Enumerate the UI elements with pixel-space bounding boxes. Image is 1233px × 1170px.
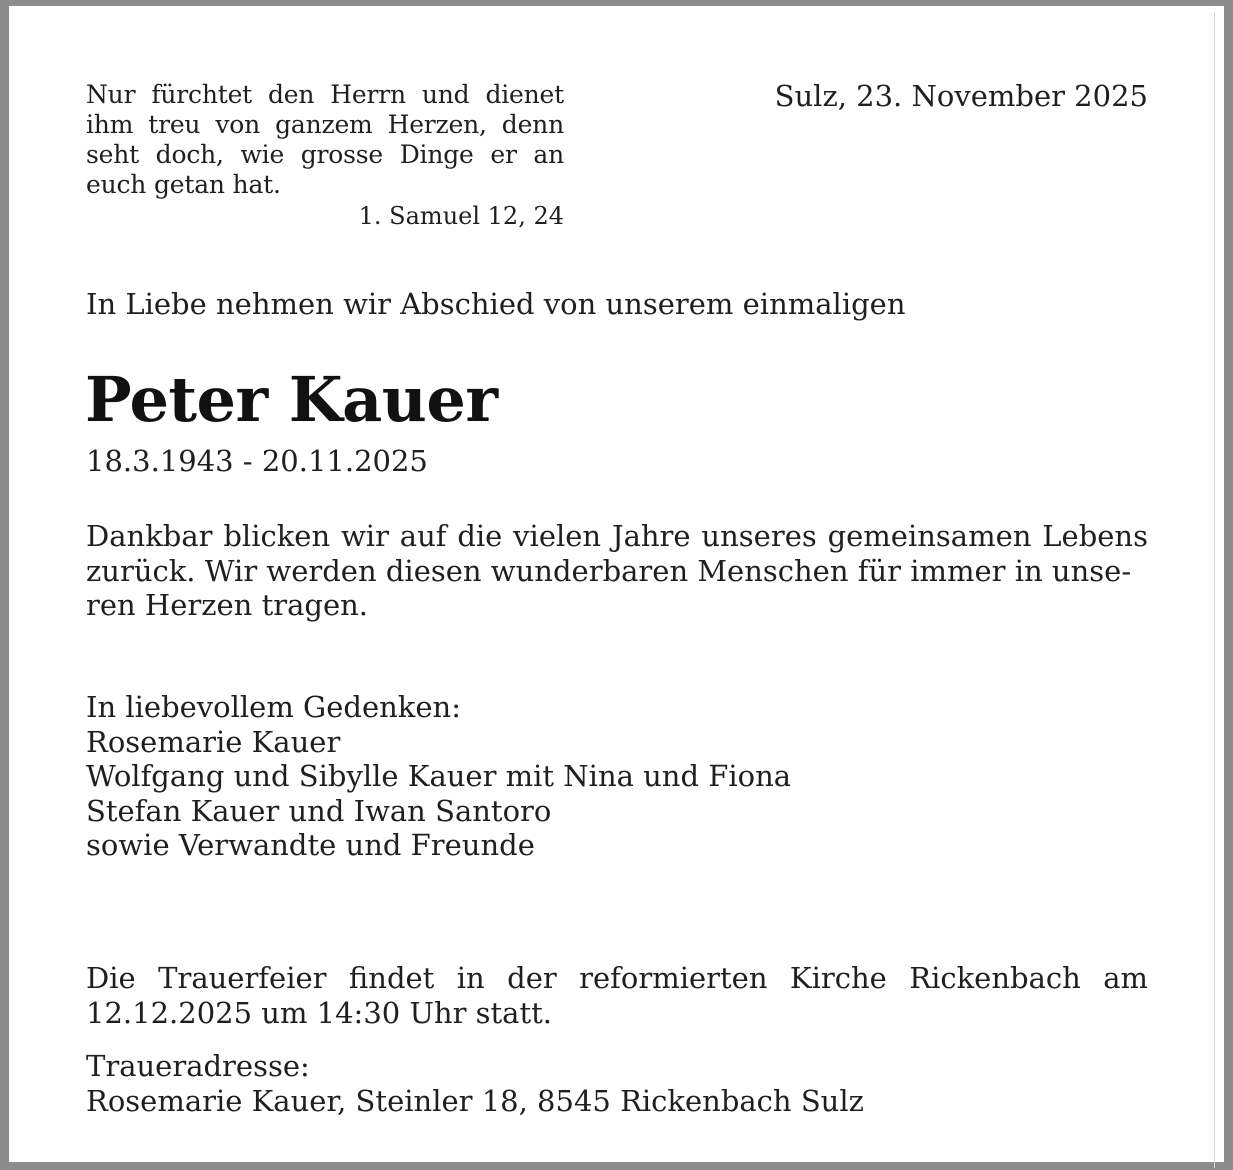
gratitude-text-line-1: Dankbar blicken wir auf die vielen Jahre unseres gemeinsamen Lebens zurück. Wir werden diesen wunderbaren Menschen für immer in unse- xyxy=(86,519,1148,588)
mourner-name: Wolfgang und Sibylle Kauer mit Nina und Fiona xyxy=(86,759,792,793)
mourners-heading: In liebevollem Gedenken: xyxy=(86,690,461,724)
deceased-name: Peter Kauer xyxy=(85,363,498,436)
mourners-block xyxy=(86,690,1148,863)
address-label: Traueradresse: xyxy=(86,1049,310,1083)
mourner-name: sowie Verwandte und Freunde xyxy=(86,828,535,862)
gratitude-text xyxy=(86,519,1148,623)
bible-verse: Nur fürchtet den Herrn und dienet ihm treu von ganzem Herzen, denn seht doch, wie grosse Dinge er an euch getan hat. xyxy=(86,80,564,199)
mourning-address xyxy=(86,1049,1148,1118)
intro-text: In Liebe nehmen wir Abschied von unserem einmaligen xyxy=(86,287,906,321)
mourner-name: Stefan Kauer und Iwan Santoro xyxy=(86,793,552,828)
address-value: Rosemarie Kauer, Steinler 18, 8545 Rickenbach Sulz xyxy=(86,1083,864,1118)
life-dates: 18.3.1943 - 20.11.2025 xyxy=(86,444,428,478)
gratitude-text-line-2: ren Herzen tragen. xyxy=(86,588,368,622)
ceremony-info: Die Trauerfeier findet in der reformierten Kirche Rickenbach am 12.12.2025 um 14:30 Uhr statt. xyxy=(86,961,1148,1030)
page-edge-rule xyxy=(1214,12,1215,1168)
mourner-name: Rosemarie Kauer xyxy=(86,724,341,759)
bible-verse-reference: 1. Samuel 12, 24 xyxy=(358,202,564,230)
place-date: Sulz, 23. November 2025 xyxy=(774,79,1148,113)
